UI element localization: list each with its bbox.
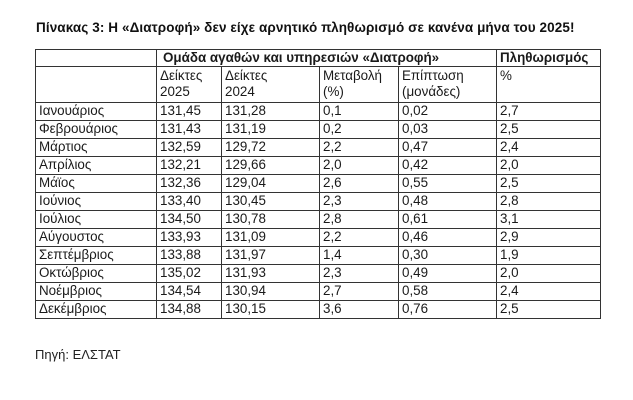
month-cell: Μάρτιος <box>36 139 157 157</box>
col-header-index-2024: Δείκτες 2024 <box>222 67 320 103</box>
header-row-group <box>36 50 601 67</box>
inflation-cell: 3,1 <box>497 211 601 229</box>
inflation-cell: 2,8 <box>497 193 601 211</box>
index-2024-cell: 131,19 <box>222 121 320 139</box>
index-2024-cell: 131,97 <box>222 247 320 265</box>
source-note: Πηγή: ΕΛΣΤΑΤ <box>35 347 121 362</box>
index-2025-cell: 134,50 <box>157 211 222 229</box>
table-row <box>36 301 601 319</box>
table-row <box>36 103 601 121</box>
index-2025-cell: 132,59 <box>157 139 222 157</box>
month-header-empty-cell <box>36 67 157 103</box>
change-cell: 0,2 <box>320 121 399 139</box>
table-row <box>36 229 601 247</box>
inflation-cell: 1,9 <box>497 247 601 265</box>
index-2025-cell: 135,02 <box>157 265 222 283</box>
index-2024-cell: 130,15 <box>222 301 320 319</box>
table-row <box>36 175 601 193</box>
index-2025-cell: 131,43 <box>157 121 222 139</box>
change-cell: 2,7 <box>320 283 399 301</box>
header-row-columns <box>36 67 601 103</box>
month-cell: Μάϊος <box>36 175 157 193</box>
change-cell: 2,0 <box>320 157 399 175</box>
index-2025-cell: 131,45 <box>157 103 222 121</box>
impact-cell: 0,46 <box>399 229 497 247</box>
impact-cell: 0,03 <box>399 121 497 139</box>
col-header-index-2025: Δείκτες 2025 <box>157 67 222 103</box>
table-title: Πίνακας 3: Η «Διατροφή» δεν είχε αρνητικό πληθωρισμό σε κανένα μήνα του 2025! <box>36 20 575 35</box>
table-body <box>36 103 601 319</box>
month-cell: Οκτώβριος <box>36 265 157 283</box>
index-2024-cell: 131,93 <box>222 265 320 283</box>
index-2025-cell: 132,36 <box>157 175 222 193</box>
change-cell: 3,6 <box>320 301 399 319</box>
month-cell: Ιανουάριος <box>36 103 157 121</box>
header-empty-cell <box>36 50 157 67</box>
change-cell: 2,2 <box>320 139 399 157</box>
index-2024-cell: 130,45 <box>222 193 320 211</box>
table-row <box>36 121 601 139</box>
inflation-cell: 2,4 <box>497 139 601 157</box>
impact-cell: 0,76 <box>399 301 497 319</box>
impact-cell: 0,47 <box>399 139 497 157</box>
month-cell: Αύγουστος <box>36 229 157 247</box>
index-2025-cell: 133,40 <box>157 193 222 211</box>
inflation-cell: 2,5 <box>497 301 601 319</box>
table-row <box>36 247 601 265</box>
month-cell: Ιούλιος <box>36 211 157 229</box>
col-header-change: Μεταβολή (%) <box>320 67 399 103</box>
change-cell: 1,4 <box>320 247 399 265</box>
month-cell: Δεκέμβριος <box>36 301 157 319</box>
month-cell: Απρίλιος <box>36 157 157 175</box>
impact-cell: 0,49 <box>399 265 497 283</box>
change-cell: 0,1 <box>320 103 399 121</box>
change-cell: 2,3 <box>320 193 399 211</box>
index-2024-cell: 131,09 <box>222 229 320 247</box>
index-2025-cell: 134,54 <box>157 283 222 301</box>
inflation-cell: 2,7 <box>497 103 601 121</box>
col-header-inflation-percent: % <box>497 67 601 103</box>
change-cell: 2,6 <box>320 175 399 193</box>
impact-cell: 0,02 <box>399 103 497 121</box>
index-2025-cell: 134,88 <box>157 301 222 319</box>
inflation-cell: 2,5 <box>497 121 601 139</box>
index-2024-cell: 129,72 <box>222 139 320 157</box>
month-cell: Ιούνιος <box>36 193 157 211</box>
index-2024-cell: 131,28 <box>222 103 320 121</box>
impact-cell: 0,30 <box>399 247 497 265</box>
month-cell: Σεπτέμβριος <box>36 247 157 265</box>
impact-cell: 0,42 <box>399 157 497 175</box>
impact-cell: 0,55 <box>399 175 497 193</box>
month-cell: Φεβρουάριος <box>36 121 157 139</box>
impact-cell: 0,58 <box>399 283 497 301</box>
table-row <box>36 157 601 175</box>
index-2024-cell: 129,66 <box>222 157 320 175</box>
impact-cell: 0,48 <box>399 193 497 211</box>
table-row <box>36 283 601 301</box>
index-2024-cell: 129,04 <box>222 175 320 193</box>
inflation-cell: 2,0 <box>497 265 601 283</box>
table-row <box>36 193 601 211</box>
index-2024-cell: 130,78 <box>222 211 320 229</box>
index-2025-cell: 133,93 <box>157 229 222 247</box>
change-cell: 2,2 <box>320 229 399 247</box>
inflation-cell: 2,9 <box>497 229 601 247</box>
change-cell: 2,8 <box>320 211 399 229</box>
table-row <box>36 265 601 283</box>
group-header: Ομάδα αγαθών και υπηρεσιών «Διατροφή» <box>157 50 497 67</box>
inflation-cell: 2,0 <box>497 157 601 175</box>
inflation-cell: 2,5 <box>497 175 601 193</box>
index-2024-cell: 130,94 <box>222 283 320 301</box>
change-cell: 2,3 <box>320 265 399 283</box>
table-row <box>36 211 601 229</box>
month-cell: Νοέμβριος <box>36 283 157 301</box>
inflation-table <box>35 49 601 319</box>
inflation-cell: 2,4 <box>497 283 601 301</box>
inflation-header: Πληθωρισμός <box>497 50 601 67</box>
impact-cell: 0,61 <box>399 211 497 229</box>
index-2025-cell: 133,88 <box>157 247 222 265</box>
col-header-impact: Επίπτωση (μονάδες) <box>399 67 497 103</box>
index-2025-cell: 132,21 <box>157 157 222 175</box>
table-row <box>36 139 601 157</box>
